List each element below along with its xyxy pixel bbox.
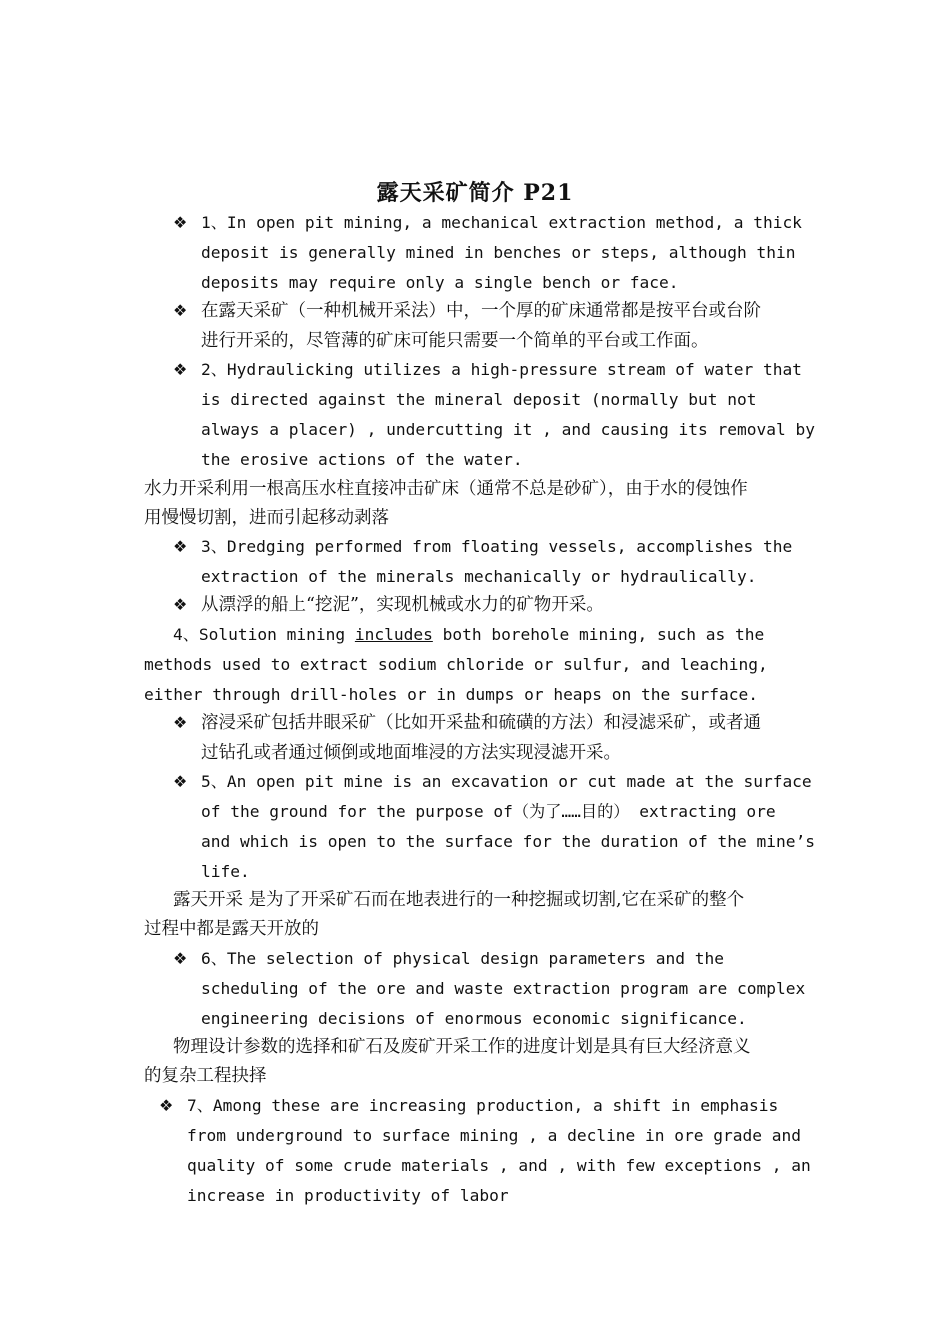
paragraph-2-text-b: both borehole mining, such as the [432, 625, 765, 644]
paragraph-1-line-2: 用慢慢切割，进而引起移动剥落 [144, 508, 389, 528]
bullet-1-line-3: deposits may require only a single bench or face. [201, 273, 679, 292]
bullet-6-line-2: 过钻孔或者通过倾倒或地面堆浸的方法实现浸滤开采。 [201, 743, 621, 763]
bullet-9-line-2: from underground to surface mining , a decline in ore grade and [187, 1126, 801, 1145]
bullet-8-line-1: 6、The selection of physical design parameters and the [201, 949, 724, 968]
bullet-3-line-1: 2、Hydraulicking utilizes a high-pressure stream of water that [201, 360, 802, 379]
bullet-icon: ❖ [173, 713, 188, 732]
bullet-9-line-4: increase in productivity of labor [187, 1186, 509, 1205]
bullet-icon: ❖ [173, 595, 188, 614]
underlined-word: includes [354, 625, 433, 644]
bullet-7-line-2: of the ground for the purpose of（为了……目的） extracting ore [201, 802, 776, 821]
bullet-icon: ❖ [173, 301, 188, 320]
paragraph-2-line-2: methods used to extract sodium chloride or sulfur, and leaching, [144, 655, 768, 674]
bullet-9-line-1: 7、Among these are increasing production, a shift in emphasis [187, 1096, 779, 1115]
bullet-9-line-3: quality of some crude materials , and , with few exceptions , an [187, 1156, 811, 1175]
bullet-4-line-2: extraction of the minerals mechanically or hydraulically. [201, 567, 757, 586]
bullet-icon: ❖ [173, 537, 188, 556]
bullet-icon: ❖ [173, 360, 188, 379]
bullet-1-line-2: deposit is generally mined in benches or steps, although thin [201, 243, 796, 262]
bullet-icon: ❖ [173, 772, 188, 791]
bullet-3-line-2: is directed against the mineral deposit (normally but not [201, 390, 757, 409]
paragraph-4-line-2: 的复杂工程抉择 [144, 1066, 267, 1086]
paragraph-3-line-2: 过程中都是露天开放的 [144, 919, 319, 939]
bullet-7-line-4: life. [201, 862, 250, 881]
bullet-7-line-1: 5、An open pit mine is an excavation or cut made at the surface [201, 772, 812, 791]
paragraph-3-line-1: 露天开采 是为了开采矿石而在地表进行的一种挖掘或切割,它在采矿的整个 [173, 890, 745, 910]
bullet-icon: ❖ [173, 213, 188, 232]
bullet-3-line-4: the erosive actions of the water. [201, 450, 523, 469]
bullet-1-line-1: 1、In open pit mining, a mechanical extraction method, a thick [201, 213, 802, 232]
bullet-3-line-3: always a placer) , undercutting it , and causing its removal by [201, 420, 815, 439]
paragraph-2-text-a: 4、Solution mining [173, 625, 355, 644]
paragraph-2-line-1 [173, 620, 764, 650]
document-title: 露天采矿简介 P21 [376, 180, 574, 206]
bullet-5-line-1: 从漂浮的船上“挖泥”，实现机械或水力的矿物开采。 [201, 595, 604, 615]
bullet-7-line-3: and which is open to the surface for the duration of the mine’s [201, 832, 815, 851]
bullet-6-line-1: 溶浸采矿包括井眼采矿（比如开采盐和硫磺的方法）和浸滤采矿，或者通 [201, 713, 761, 733]
paragraph-4-line-1: 物理设计参数的选择和矿石及废矿开采工作的进度计划是具有巨大经济意义 [173, 1037, 751, 1057]
bullet-8-line-3: engineering decisions of enormous economic significance. [201, 1009, 747, 1028]
bullet-2-line-2: 进行开采的，尽管薄的矿床可能只需要一个简单的平台或工作面。 [201, 331, 709, 351]
bullet-icon: ❖ [173, 949, 188, 968]
bullet-2-line-1: 在露天采矿（一种机械开采法）中，一个厚的矿床通常都是按平台或台阶 [201, 301, 761, 321]
bullet-4-line-1: 3、Dredging performed from floating vessels, accomplishes the [201, 537, 793, 556]
paragraph-2-line-3: either through drill-holes or in dumps or heaps on the surface. [144, 685, 758, 704]
bullet-8-line-2: scheduling of the ore and waste extraction program are complex [201, 979, 806, 998]
bullet-icon: ❖ [159, 1096, 174, 1115]
paragraph-1-line-1: 水力开采利用一根高压水柱直接冲击矿床（通常不总是砂矿），由于水的侵蚀作 [144, 479, 748, 499]
